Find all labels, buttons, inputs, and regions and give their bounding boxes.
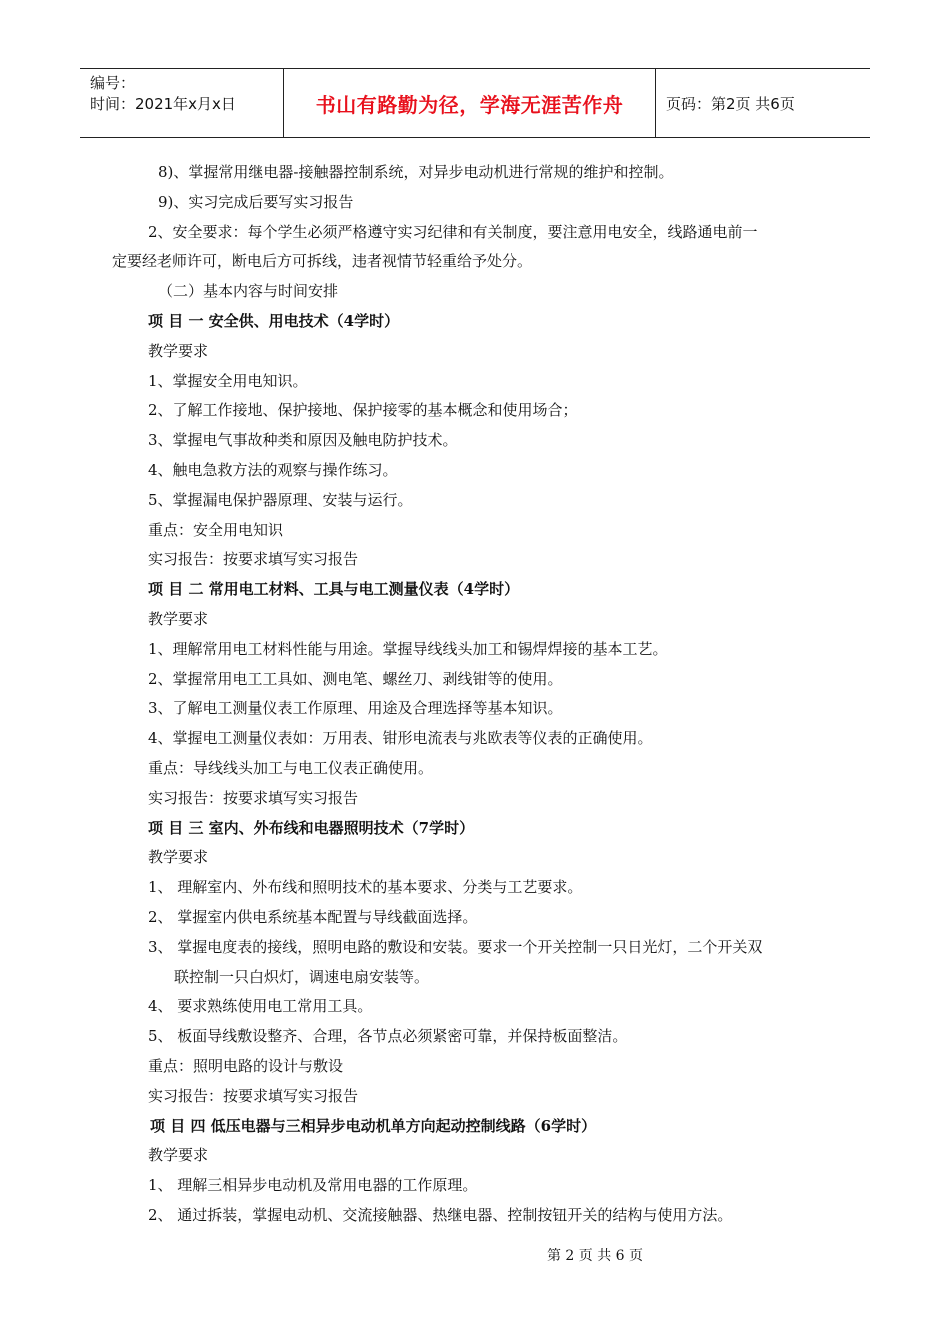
project-title: 项 目 一 安全供、用电技术（4学时） — [148, 311, 400, 330]
list-item: 1、 理解三相异步电动机及常用电器的工作原理。 — [148, 1176, 478, 1195]
text-line: 教学要求 — [148, 1146, 209, 1165]
text-line: 重点：安全用电知识 — [148, 520, 284, 539]
text-line: 2、安全要求：每个学生必须严格遵守实习纪律和有关制度，要注意用电安全，线路通电前一 — [148, 222, 758, 241]
motto-text: 书山有路勤为径，学海无涯苦作舟 — [315, 92, 624, 117]
list-item: 5、掌握漏电保护器原理、安装与运行。 — [148, 490, 413, 509]
header-info-cell — [80, 69, 283, 137]
document-body — [112, 158, 842, 1231]
list-item: 2、了解工作接地、保护接地、保护接零的基本概念和使用场合； — [148, 401, 578, 420]
project-title: 项 目 三 室内、外布线和电器照明技术（7学时） — [148, 818, 475, 837]
section-heading: （二）基本内容与时间安排 — [158, 282, 339, 301]
text-line: 重点：照明电路的设计与敷设 — [148, 1056, 344, 1075]
text-line: 实习报告：按要求填写实习报告 — [148, 788, 359, 807]
list-item: 4、 要求熟练使用电工常用工具。 — [148, 997, 373, 1016]
list-item: 3、 掌握电度表的接线，照明电路的敷设和安装。要求一个开关控制一只日光灯，二个开关双 — [148, 937, 763, 956]
text-line: 9)、实习完成后要写实习报告 — [158, 192, 354, 211]
header-table — [80, 68, 870, 138]
page-footer — [0, 1245, 950, 1265]
text-line: 8)、掌握常用继电器-接触器控制系统，对异步电动机进行常规的维护和控制。 — [158, 163, 674, 181]
text-line: 教学要求 — [148, 341, 209, 360]
list-item: 1、 理解室内、外布线和照明技术的基本要求、分类与工艺要求。 — [148, 878, 583, 897]
page-cell — [656, 69, 870, 137]
project-title: 项 目 四 低压电器与三相异步电动机单方向起动控制线路（6学时） — [150, 1116, 597, 1135]
text-line: 教学要求 — [148, 609, 209, 628]
list-item: 1、掌握安全用电知识。 — [148, 371, 308, 390]
list-item: 1、理解常用电工材料性能与用途。掌握导线线头加工和锡焊焊接的基本工艺。 — [148, 639, 668, 658]
list-item: 2、 通过拆装，掌握电动机、交流接触器、热继电器、控制按钮开关的结构与使用方法。 — [148, 1205, 733, 1224]
text-line: 定要经老师许可，断电后方可拆线，违者视情节轻重给予处分。 — [112, 252, 533, 271]
date-label: 时间：2021年x月x日 — [90, 95, 236, 113]
list-item-continuation: 联控制一只白炽灯，调速电扇安装等。 — [174, 967, 430, 986]
list-item: 3、掌握电气事故种类和原因及触电防护技术。 — [148, 431, 458, 450]
project-title: 项 目 二 常用电工材料、工具与电工测量仪表（4学时） — [148, 580, 520, 599]
list-item: 2、 掌握室内供电系统基本配置与导线截面选择。 — [148, 907, 478, 926]
list-item: 3、了解电工测量仪表工作原理、用途及合理选择等基本知识。 — [148, 699, 563, 718]
list-item: 4、掌握电工测量仪表如：万用表、钳形电流表与兆欧表等仪表的正确使用。 — [148, 729, 653, 748]
page-label: 页码：第2页 共6页 — [666, 94, 795, 113]
text-line: 实习报告：按要求填写实习报告 — [148, 1086, 359, 1105]
list-item: 5、 板面导线敷设整齐、合理，各节点必须紧密可靠，并保持板面整洁。 — [148, 1027, 628, 1046]
list-item: 4、触电急救方法的观察与操作练习。 — [148, 460, 398, 479]
text-line: 教学要求 — [148, 848, 209, 867]
text-line: 实习报告：按要求填写实习报告 — [148, 550, 359, 569]
footer-page-number: 第 2 页 共 6 页 — [546, 1248, 644, 1264]
serial-label: 编号： — [90, 74, 136, 92]
list-item: 2、掌握常用电工工具如、测电笔、螺丝刀、剥线钳等的使用。 — [148, 669, 563, 688]
text-line: 重点：导线线头加工与电工仪表正确使用。 — [148, 758, 434, 777]
motto-cell — [283, 69, 656, 137]
